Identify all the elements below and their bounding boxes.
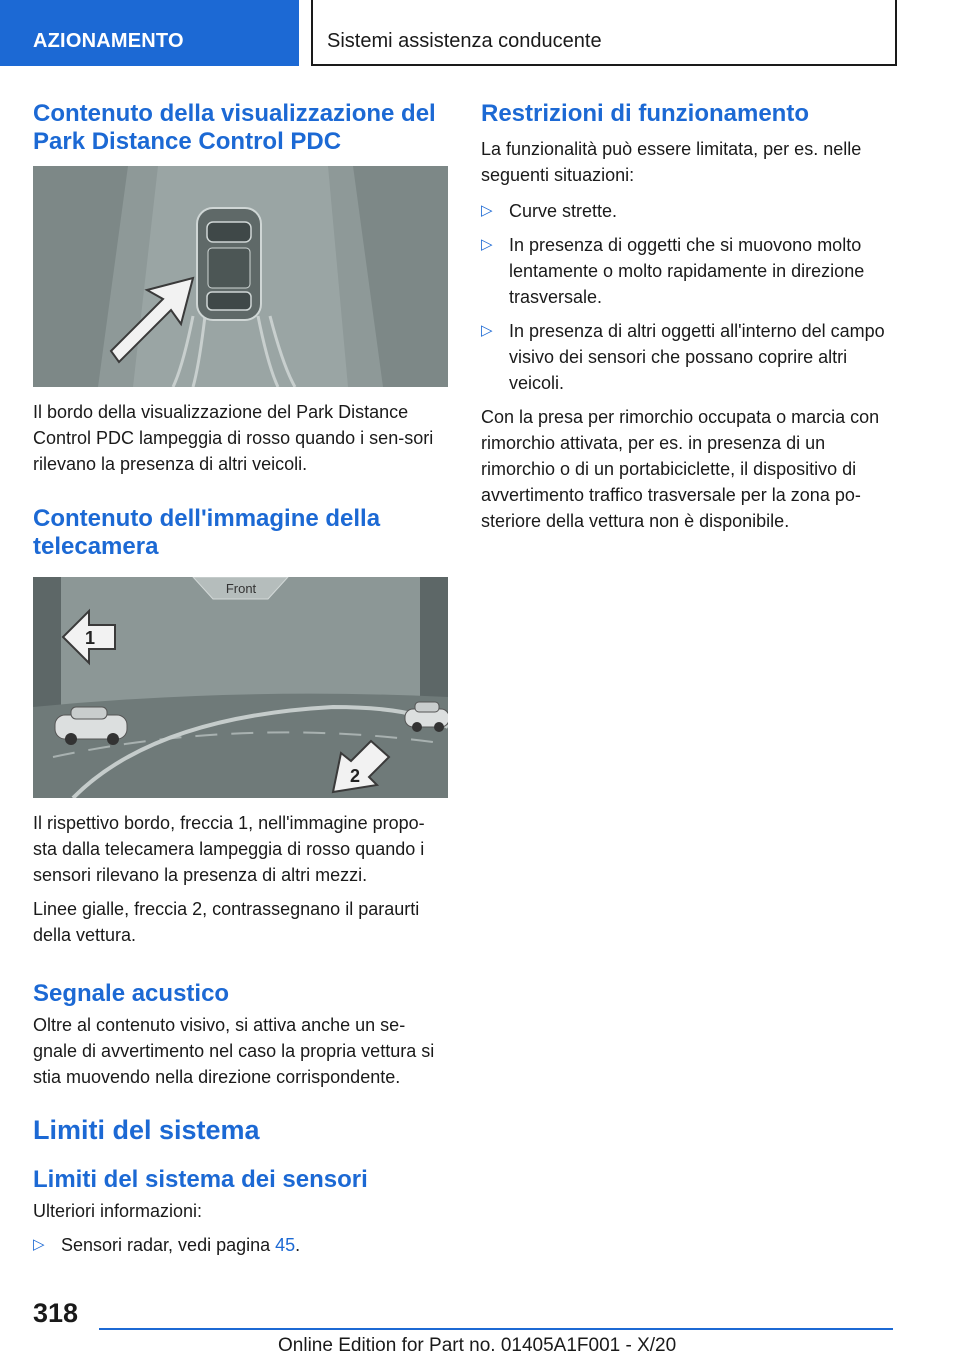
paragraph-camera-1: Il rispettivo bordo, freccia 1, nell'immagine propo-sta dalla telecamera lampeggia di rosso quando i sensori rilevano la presenza di altri mezzi. (33, 813, 425, 885)
front-label: Front (225, 581, 257, 596)
page-link-45[interactable]: 45 (275, 1235, 296, 1255)
left-column (33, 100, 448, 1266)
paragraph-camera-2: Linee gialle, freccia 2, contrassegnano il paraurti della vettura. (33, 899, 420, 945)
bullet-triangle-icon: ▷ (481, 322, 493, 339)
bullet-radar (33, 1232, 448, 1258)
header-section-tab (0, 0, 299, 66)
footer-edition: Online Edition for Part no. 01405A1F001 - X/20 (278, 1335, 677, 1356)
header-chapter-label: Sistemi assistenza conducente (327, 30, 602, 52)
bullet-restriction-2 (481, 232, 896, 310)
heading-restrictions: Restrizioni di funzionamento (481, 100, 809, 127)
bullet-radar-text: Sensori radar, vedi pagina (61, 1235, 276, 1255)
heading-limits: Limiti del sistema (33, 1115, 260, 1145)
paragraph-trailer: Con la presa per rimorchio occupata o marcia con rimorchio attivata, per es. in presenza di un rimorchio o di un portabiciclette, il dispositivo di avvertimento traffico trasversale per la zona po-steriore della vettura non è disponibile. (481, 407, 880, 531)
bullet-restriction-2-text: In presenza di oggetti che si muovono molto lentamente o molto rapidamente in direzione trasversale. (509, 235, 865, 307)
paragraph-more-info: Ulteriori informazioni: (33, 1201, 203, 1221)
camera-image-figure (33, 577, 448, 798)
pdc-display-figure (33, 166, 448, 387)
heading-pdc: Contenuto della visualizzazione del Park Distance Control PDC (33, 100, 436, 155)
heading-sensor-limits: Limiti del sistema dei sensori (33, 1166, 368, 1193)
arrow-2-label: 2 (349, 766, 361, 786)
header-chapter-box (311, 0, 897, 66)
paragraph-restrictions-intro: La funzionalità può essere limitata, per es. nelle seguenti situazioni: (481, 139, 862, 185)
bullet-restriction-3 (481, 318, 896, 396)
bullet-triangle-icon: ▷ (33, 1236, 45, 1253)
bullet-triangle-icon: ▷ (481, 202, 493, 219)
bullet-restriction-1-text: Curve strette. (509, 201, 618, 221)
bullet-triangle-icon: ▷ (481, 236, 493, 253)
heading-camera: Contenuto dell'immagine della telecamera (33, 505, 381, 560)
bullet-radar-end: . (295, 1235, 301, 1255)
header-section-label: AZIONAMENTO (33, 30, 184, 52)
paragraph-acoustic: Oltre al contenuto visivo, si attiva anche un se-gnale di avvertimento nel caso la propria vettura si stia muovendo nella direzione corrispondente. (33, 1015, 435, 1087)
heading-acoustic: Segnale acustico (33, 980, 230, 1007)
page-number: 318 (33, 1298, 79, 1328)
bullet-restriction-3-text: In presenza di altri oggetti all'interno del campo visivo dei sensori che possano coprire altri veicoli. (509, 321, 885, 393)
arrow-1-label: 1 (84, 628, 96, 648)
bullet-restriction-1 (481, 198, 896, 224)
right-column (481, 100, 896, 542)
footer-divider (99, 1328, 893, 1330)
paragraph-pdc: Il bordo della visualizzazione del Park Distance Control PDC lampeggia di rosso quando i sen-sori rilevano la presenza di altri veicoli. (33, 402, 434, 474)
car-top-view-icon (197, 208, 261, 320)
